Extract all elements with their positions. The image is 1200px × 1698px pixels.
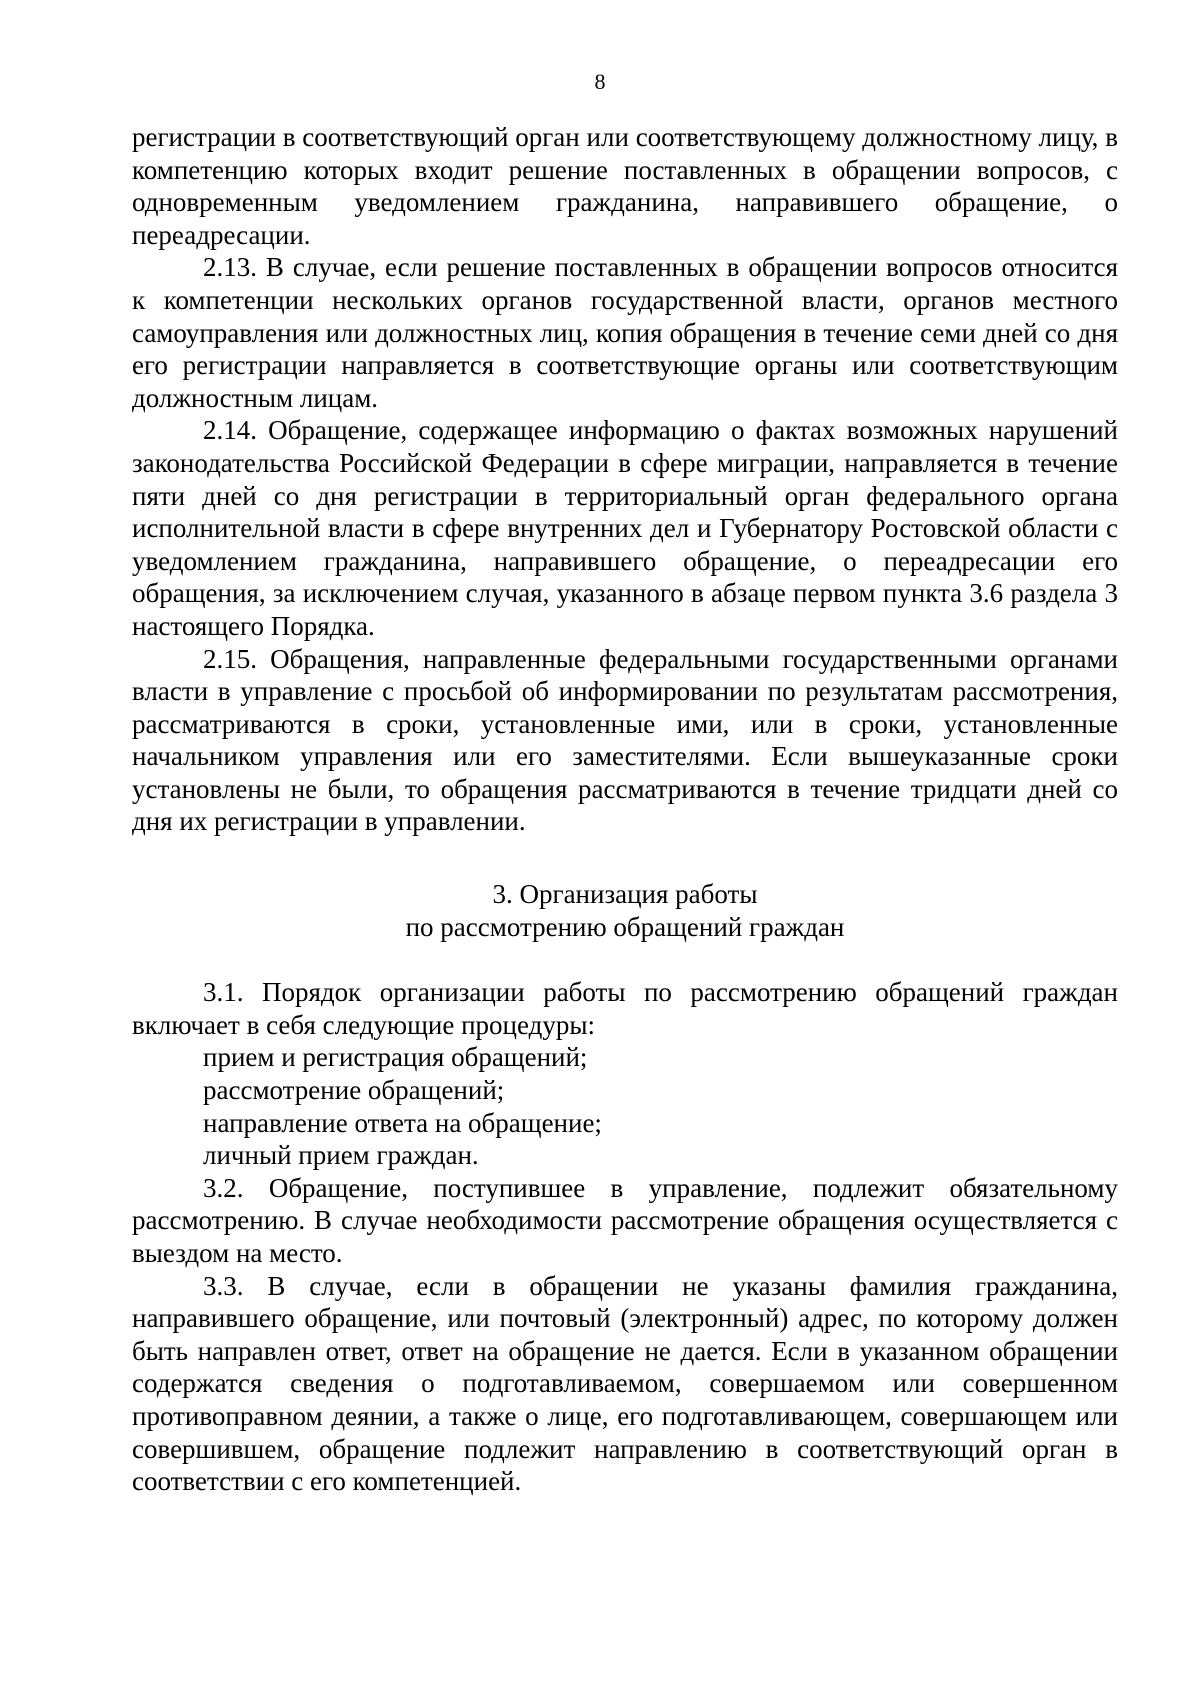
section-heading-line-1: 3. Организация работы — [492, 879, 758, 910]
page-number: 8 — [594, 69, 606, 94]
procedure-item: личный прием граждан. — [203, 1140, 479, 1171]
paragraph-3-1: 3.1. Порядок организации работы по рассмотрению обращений граждан включает в себя следующие процедуры: — [132, 977, 1118, 1040]
paragraph-2-14: 2.14. Обращение, содержащее информацию о фактах возможных нарушений законодательства Российской Федерации в сфере миграции, направляется в течение пяти дней со дня регистрации в территориальный орган федерального органа исполнительной власти в сфере внутренних дел и Губернатору Ростовской области с уведомлением гражданина, направившего обращение, о переадресации его обращения, за исключением случая, указанного в абзаце первом пункта 3.6 раздела 3 настоящего Порядка. — [132, 415, 1118, 641]
paragraph-continuation: регистрации в соответствующий орган или соответствующему должностному лицу, в компетенцию которых входит решение поставленных в обращении вопросов, с одновременным уведомлением гражданина, направившего обращение, о переадресации. — [132, 122, 1118, 250]
procedure-item: рассмотрение обращений; — [203, 1075, 505, 1106]
procedure-item: прием и регистрация обращений; — [203, 1042, 588, 1073]
section-heading — [132, 878, 1118, 943]
document-body — [132, 121, 1118, 1498]
paragraph-2-15: 2.15. Обращения, направленные федеральными государственными органами власти в управление с просьбой об информировании по результатам рассмотрения, рассматриваются в сроки, установленные ими, или в сроки, установленные начальником управления или его заместителями. Если вышеуказанные сроки установлены не были, то обращения рассматриваются в течение тридцати дней со дня их регистрации в управлении. — [132, 643, 1118, 837]
section-heading-line-2: по рассмотрению обращений граждан — [405, 911, 845, 942]
paragraph-3-3: 3.3. В случае, если в обращении не указаны фамилия гражданина, направившего обращение, или почтовый (электронный) адрес, по которому должен быть направлен ответ, ответ на обращение не дается. Если в указанном обращении содержатся сведения о подготавливаемом, совершаемом или совершенном противоправном деянии, а также о лице, его подготавливающем, совершающем или совершившем, обращение подлежит направлению в соответствующий орган в соответствии с его компетенцией. — [132, 1270, 1118, 1497]
procedure-item: направление ответа на обращение; — [203, 1107, 602, 1138]
paragraph-2-13: 2.13. В случае, если решение поставленных в обращении вопросов относится к компетенции нескольких органов государственной власти, органов местного самоуправления или должностных лиц, копия обращения в течение семи дней со дня его регистрации направляется в соответствующие органы или соответствующим должностным лицам. — [132, 252, 1118, 413]
paragraph-3-2: 3.2. Обращение, поступившее в управление, подлежит обязательному рассмотрению. В случае необходимости рассмотрение обращения осуществляется с выездом на место. — [132, 1172, 1118, 1268]
